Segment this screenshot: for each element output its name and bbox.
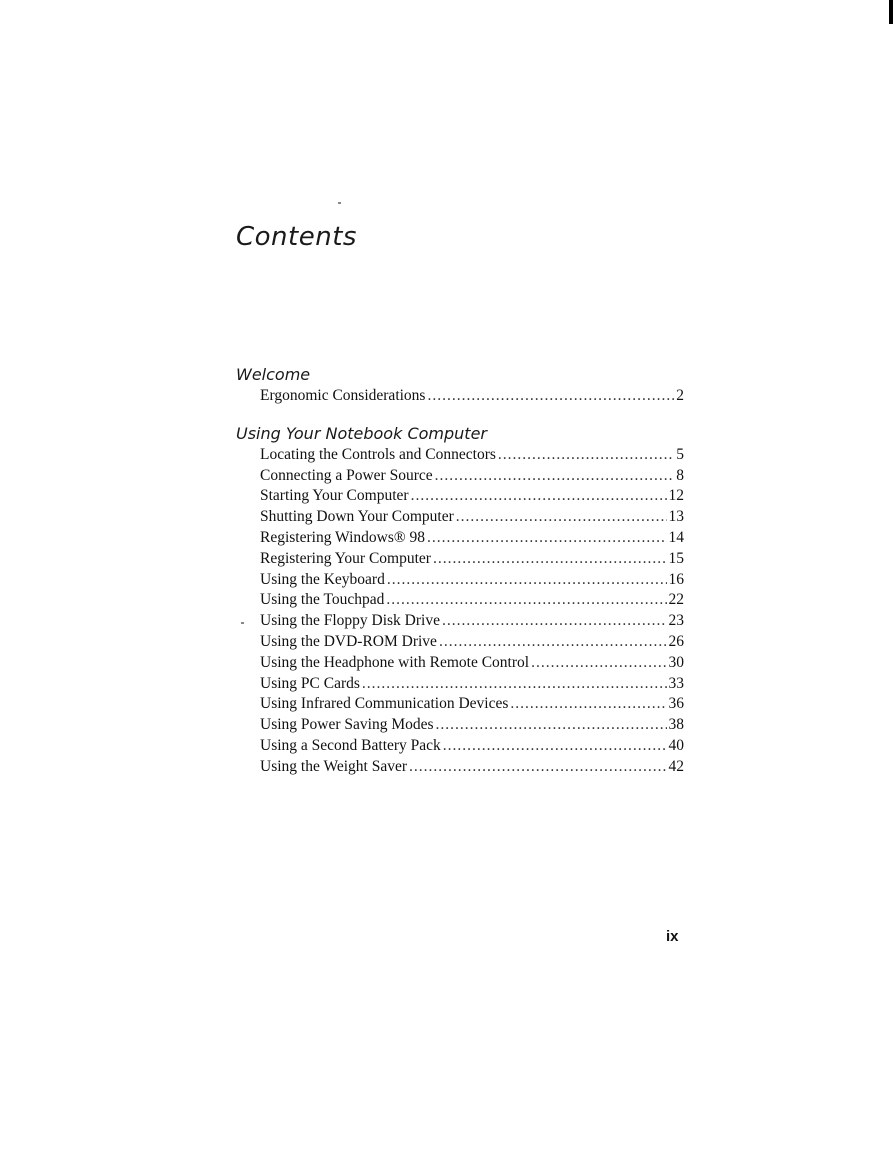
dot-leader — [409, 757, 667, 778]
dot-leader — [386, 590, 666, 611]
toc-entry-label: Using the Keyboard — [260, 570, 385, 588]
toc-section-title: Welcome — [236, 365, 311, 384]
dot-leader — [411, 486, 667, 507]
toc-section-welcome — [236, 364, 684, 407]
toc-entry-label: Using Power Saving Modes — [260, 716, 434, 734]
toc-entry-page: 30 — [668, 653, 684, 671]
toc-entry[interactable] — [236, 736, 684, 757]
toc-entry-page: 12 — [668, 487, 684, 505]
toc-entry[interactable] — [236, 386, 684, 407]
dot-leader — [442, 611, 667, 632]
toc-entry-page: 26 — [668, 632, 684, 650]
toc-entry-page: 13 — [668, 508, 684, 526]
toc-entry-page: 22 — [668, 591, 684, 609]
toc-entry[interactable] — [236, 694, 684, 715]
toc-entry-label: Registering Your Computer — [260, 549, 431, 567]
dot-leader — [510, 694, 666, 715]
toc-entry-page: 15 — [668, 549, 684, 567]
dot-leader — [439, 632, 667, 653]
toc-entry-page: 16 — [668, 570, 684, 588]
toc-entry-label: Using Infrared Communication Devices — [260, 695, 509, 713]
dot-leader — [456, 507, 667, 528]
toc-entry-page: 40 — [668, 736, 684, 754]
toc-entry-label: Ergonomic Considerations — [260, 387, 426, 404]
page-number: ix — [666, 928, 679, 945]
toc-entry[interactable] — [236, 674, 684, 695]
toc-entry[interactable] — [236, 653, 684, 674]
scan-edge-mark — [889, 0, 893, 24]
toc-entry-label: Using the Weight Saver — [260, 757, 407, 775]
dot-leader — [387, 570, 667, 591]
toc-entry-label: Using the Floppy Disk Drive — [260, 612, 440, 630]
dot-leader — [433, 549, 667, 570]
toc-entry-label: Connecting a Power Source — [260, 466, 433, 484]
toc-entry-page: 5 — [676, 445, 684, 463]
page-title: Contents — [236, 222, 357, 252]
dot-leader — [427, 528, 667, 549]
toc-entry-label: Using the Touchpad — [260, 591, 385, 609]
toc-entry-label: Using a Second Battery Pack — [260, 736, 441, 754]
toc-entry[interactable] — [236, 611, 684, 632]
dot-leader — [362, 674, 667, 695]
toc-entry-label: Shutting Down Your Computer — [260, 508, 454, 526]
dot-leader — [436, 715, 667, 736]
toc-entry-page: 33 — [668, 674, 684, 692]
scan-speck — [338, 202, 341, 204]
toc-entry[interactable] — [236, 715, 684, 736]
table-of-contents — [236, 364, 684, 786]
toc-entry[interactable] — [236, 632, 684, 653]
toc-entry[interactable] — [236, 757, 684, 778]
dot-leader — [435, 466, 675, 487]
toc-entry-page: 36 — [668, 695, 684, 713]
toc-entry-label: Using the DVD-ROM Drive — [260, 632, 437, 650]
toc-section-using-notebook — [236, 423, 684, 778]
dot-leader — [531, 653, 666, 674]
toc-entry-label: Using PC Cards — [260, 674, 360, 692]
toc-entry[interactable] — [236, 445, 684, 466]
dot-leader — [427, 386, 674, 407]
toc-entry-page: 2 — [676, 387, 684, 404]
toc-entry[interactable] — [236, 466, 684, 487]
toc-entry-label: Using the Headphone with Remote Control — [260, 653, 530, 671]
toc-entry[interactable] — [236, 486, 684, 507]
toc-entry-page: 8 — [676, 466, 684, 484]
toc-entry[interactable] — [236, 590, 684, 611]
toc-entry[interactable] — [236, 528, 684, 549]
toc-entry[interactable] — [236, 570, 684, 591]
toc-entry-label: Starting Your Computer — [260, 487, 409, 505]
toc-entry-page: 42 — [668, 757, 684, 775]
toc-entry-page: 14 — [668, 528, 684, 546]
dot-leader — [498, 445, 674, 466]
dot-leader — [443, 736, 667, 757]
toc-entry-page: 38 — [668, 716, 684, 734]
toc-entry-label: Registering Windows® 98 — [260, 528, 425, 546]
toc-entry[interactable] — [236, 507, 684, 528]
toc-entry[interactable] — [236, 549, 684, 570]
toc-section-title: Using Your Notebook Computer — [236, 423, 487, 443]
toc-entry-label: Locating the Controls and Connectors — [260, 445, 496, 463]
toc-entry-page: 23 — [668, 612, 684, 630]
